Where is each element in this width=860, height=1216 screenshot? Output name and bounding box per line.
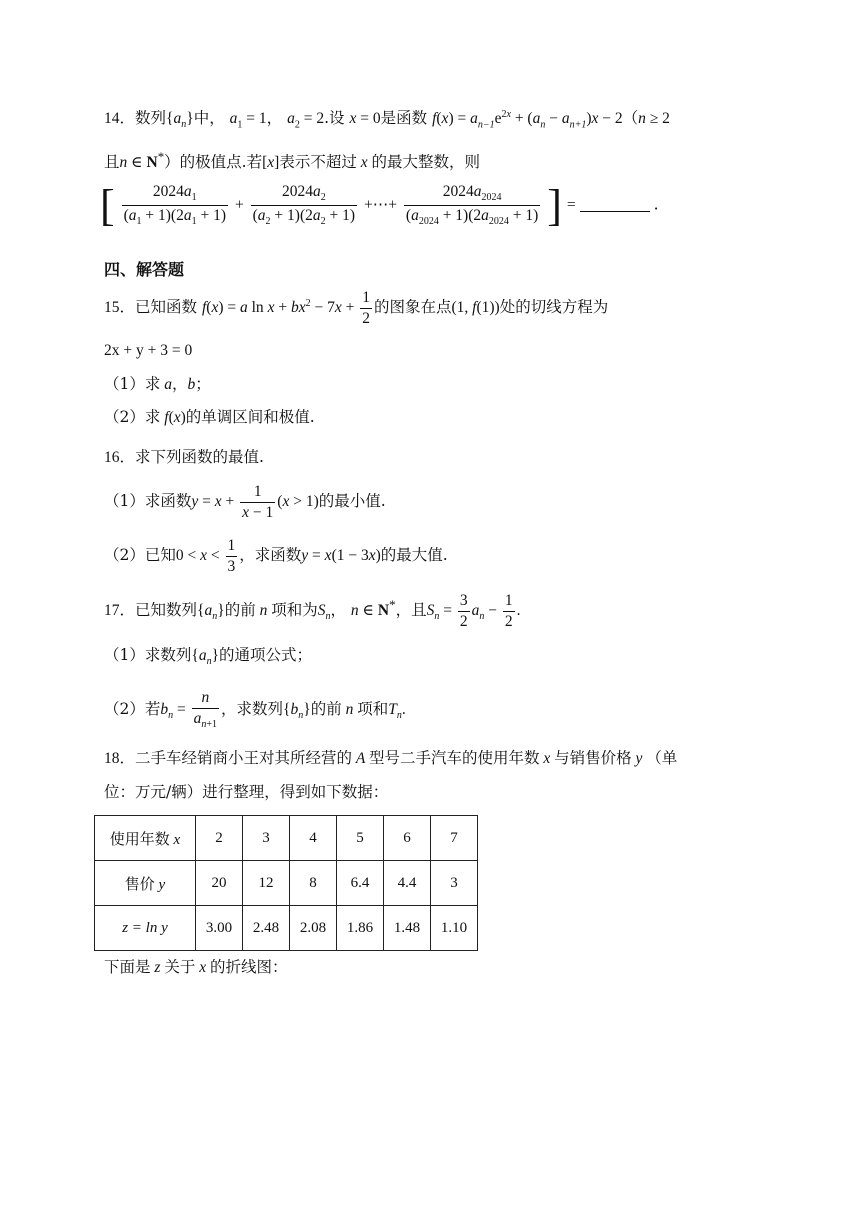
q15-part1: （1）求 a，b；: [104, 375, 211, 393]
q18-line1: 18．二手车经销商小王对其所经营的 A 型号二手汽车的使用年数 x 与销售价格 y （单: [104, 749, 678, 767]
q16-line1: 16．求下列函数的最值.: [104, 448, 264, 466]
q18-after-table: 下面是 z 关于 x 的折线图：: [104, 958, 288, 976]
q14-line2: 且n ∈ N*）的极值点.若[x]表示不超过 x 的最大整数，则: [104, 149, 480, 172]
q16-part2: （2）已知0 < x < $\frac{1}{3}$ ，求函数y = x(1 − 3x)的最大值.: [104, 537, 448, 575]
q17-part1: （1）求数列$\{a_n\}$的通项公式；: [104, 646, 313, 668]
answer-blank: [580, 211, 650, 212]
data-table: [94, 815, 478, 951]
section-heading: 四、解答题: [104, 260, 185, 279]
table-header-y: 售价 y: [95, 861, 196, 906]
fraction-term-2: $\frac{2024a_2}{(a_2 + 1)(2a_2 + 1)}$: [252, 183, 356, 228]
table-row: z = ln y 3.00 2.48 2.08 1.86 1.48 1.10: [95, 906, 478, 951]
q15-part2: （2）求 f(x)的单调区间和极值.: [104, 408, 315, 426]
q17-line1: 17．已知数列$\{a_n\}$的前 n 项和为$S_n$， n ∈ N*，且$S_n$ = $\frac{3}{2}$ $a_n$ − $\frac{1}{2}$ .: [104, 592, 521, 630]
table-row: 售价 y 20 12 8 6.4 4.4 3: [95, 861, 478, 906]
q16-part1: （1）求函数y = x + $\frac{1}{x - 1}$ (x > 1)的最小值.: [104, 483, 386, 521]
fraction-term-2024: $\frac{2024a_{2024}}{(a_{2024} + 1)(2a_{2024} + 1)}$: [405, 183, 539, 228]
table-row: 使用年数 x 2 3 4 5 6 7: [95, 816, 478, 861]
table-header-z: z = ln y: [95, 906, 196, 951]
q18-line2: 位：万元/辆）进行整理，得到如下数据：: [104, 783, 389, 801]
table-header-x: 使用年数 x: [95, 816, 196, 861]
q15-tangent-equation: 2x + y + 3 = 0: [104, 342, 193, 359]
q17-part2: （2）若$b_n$ = $\frac{n}{a_{n+1}}$ ，求数列$\{b_n\}$的前 n 项和$T_n$.: [104, 689, 406, 730]
q14-line1: 14．数列$\{a_n\}$中， $a_1 = 1$， $a_2 = 2$.设 x = 0是函数 $f(x) = a_{n-1}e^{2x} + (a_n - a_{n+1})x - 2(n \ge 2$: [104, 109, 670, 131]
fraction-term-1: $\frac{2024a_1}{(a_1 + 1)(2a_1 + 1)}$: [123, 183, 226, 228]
q14-sum-expression: [ $\frac{2024a_1}{(a_1 + 1)(2a_1 + 1)}$ + $\frac{2024a_2}{(a_2 + 1)(2a_2 + 1)}$ +⋯+ $\frac{2024a_{2024}}{(a_{2024} + 1)(2a_{2024} + 1)}$ ] = .: [100, 181, 659, 230]
q15-line1: 15．已知函数 f(x) = a $\ln x + bx^2 - 7x$ + $\frac{1}{2}$ 的图象在点(1, f(1))处的切线方程为: [104, 289, 609, 327]
